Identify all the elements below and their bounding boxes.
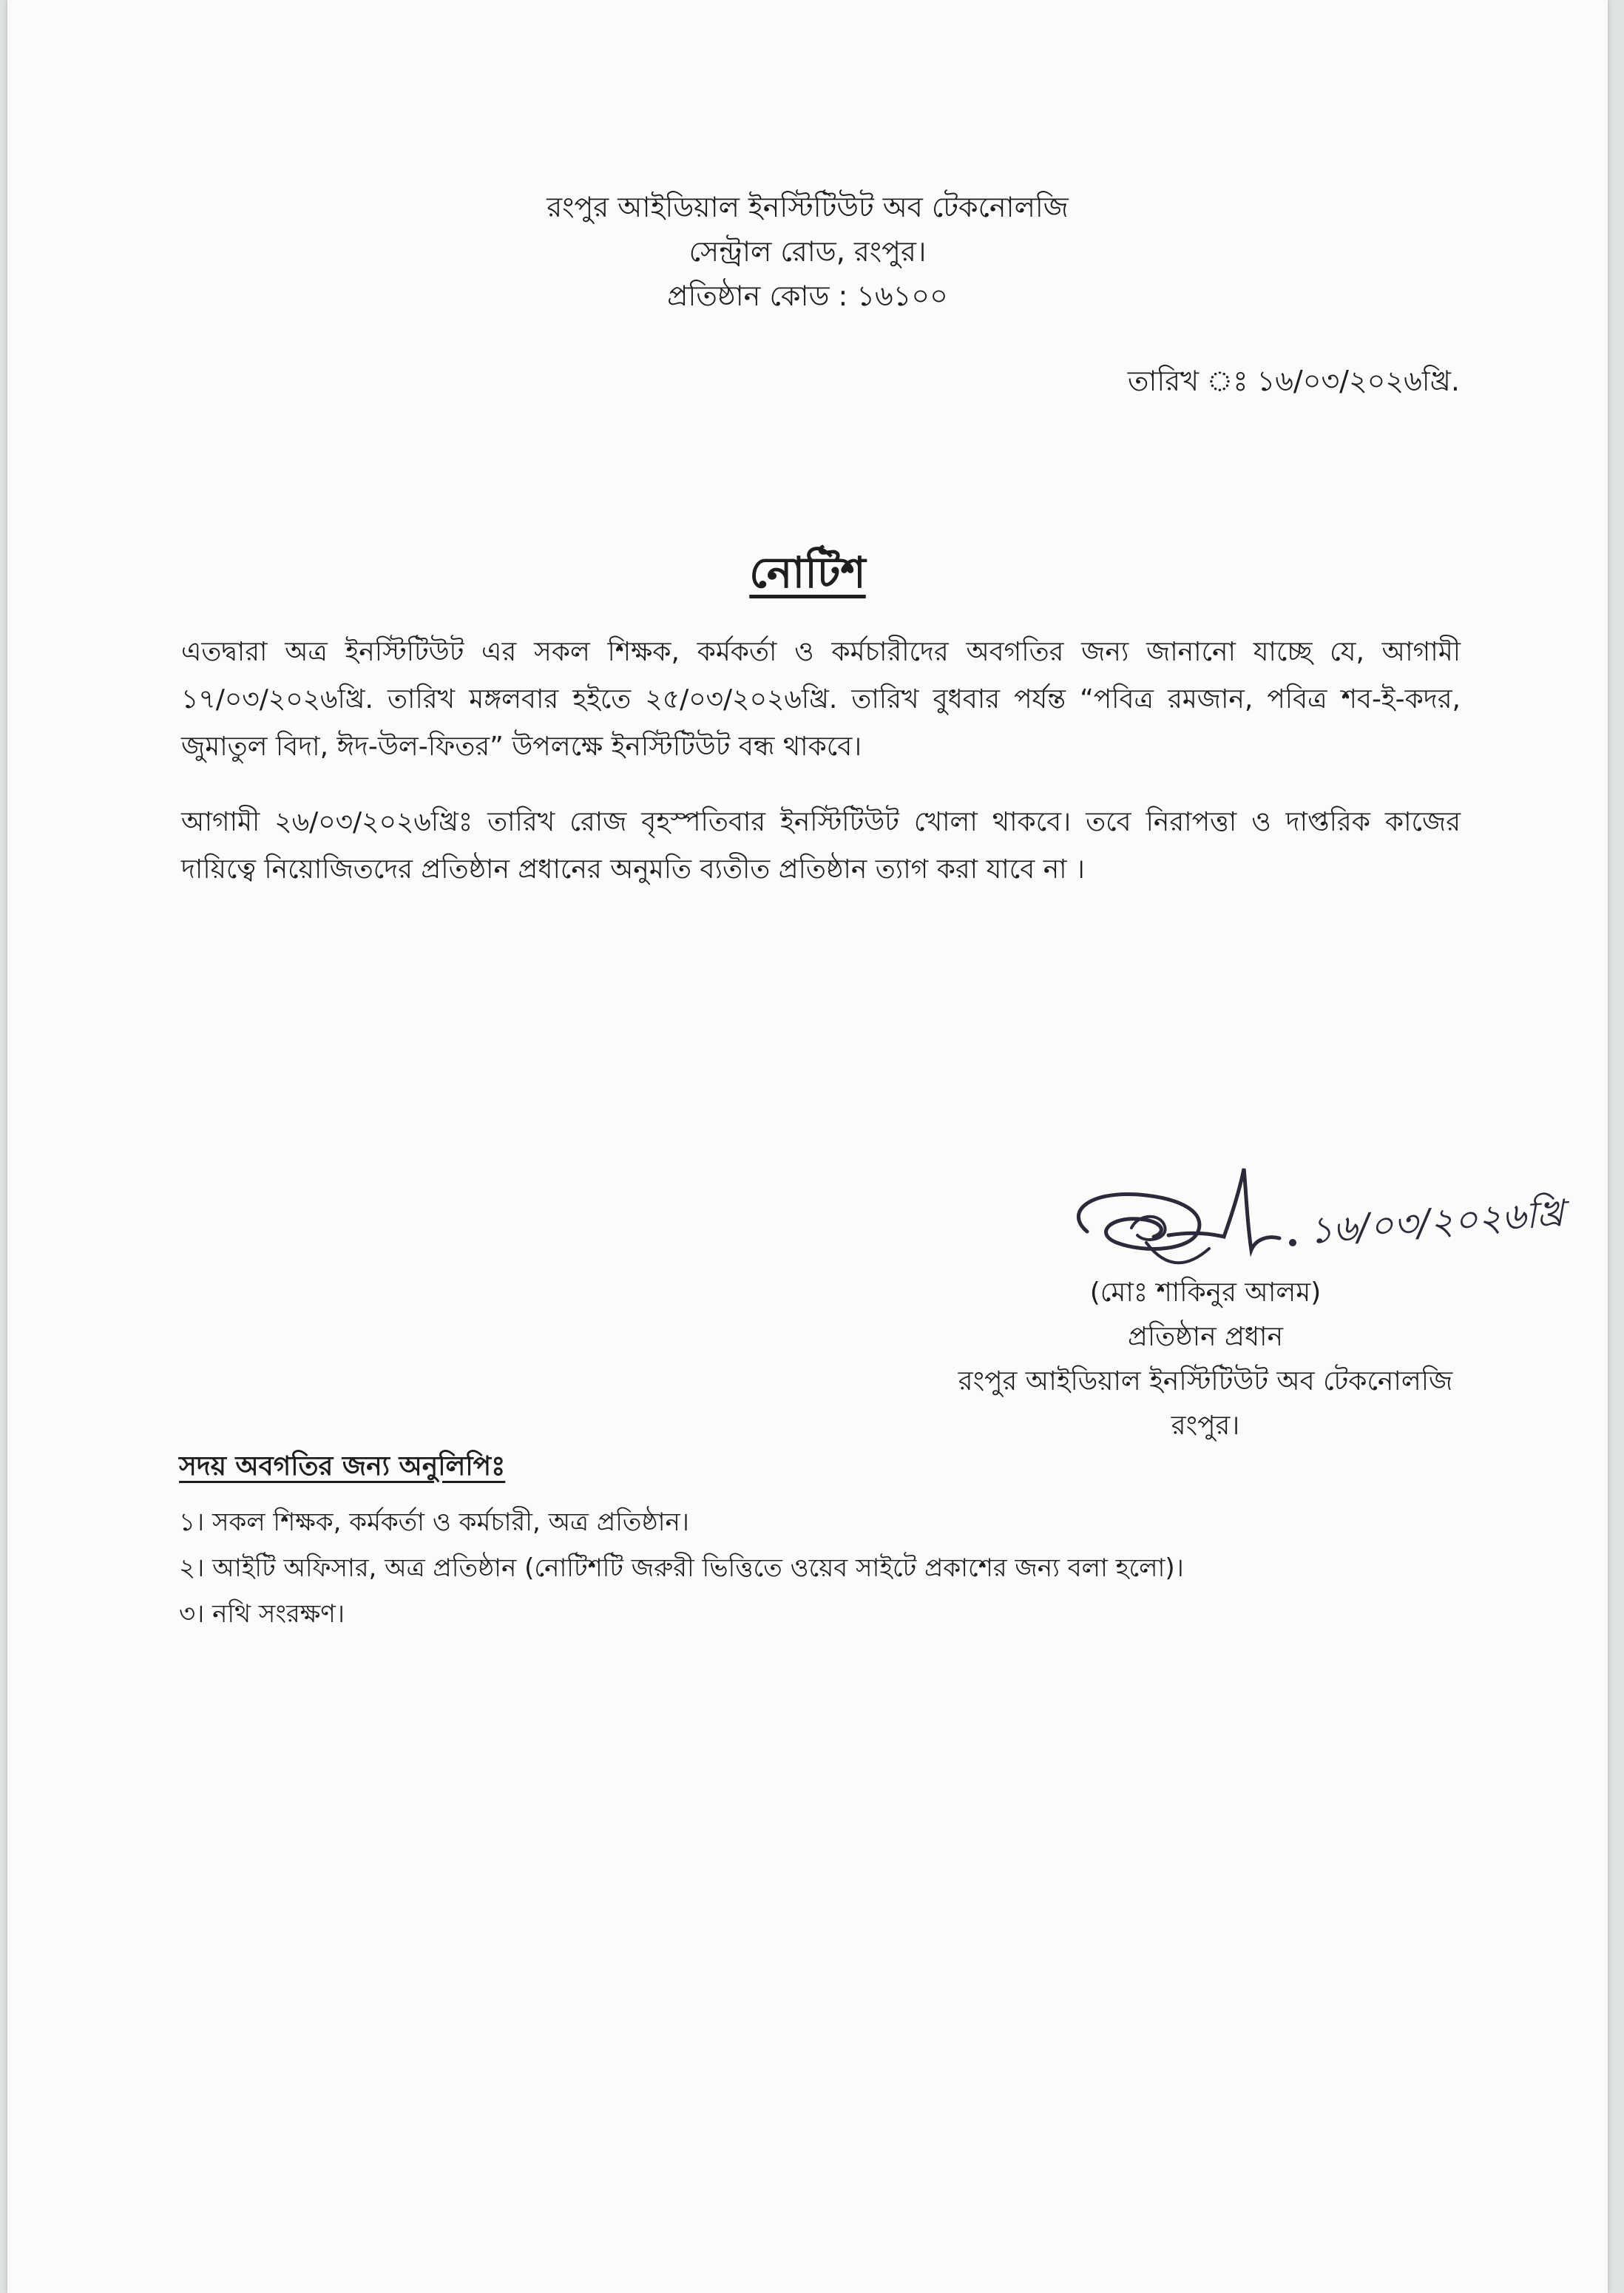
title-wrap [7, 540, 1608, 612]
copy-list-item: ১। সকল শিক্ষক, কর্মকর্তা ও কর্মচারী, অত্র প্রতিষ্ঠান। [179, 1507, 689, 1537]
body-paragraph-2: আগামী ২৬/০৩/২০২৬খ্রিঃ তারিখ রোজ বৃহস্পতিবার ইনস্টিটিউট খোলা থাকবে। তবে নিরাপত্তা ও দাপ্তরিক কাজের দায়িত্বে নিয়োজিতদের প্রতিষ্ঠান প্রধানের অনুমতি ব্যতীত প্রতিষ্ঠান ত্যাগ করা যাবে না । [181, 807, 1461, 885]
copy-list-item: ২। আইটি অফিসার, অত্র প্রতিষ্ঠান (নোটিশটি জরুরী ভিত্তিতে ওয়েব সাইটে প্রকাশের জন্য বলা হলো)। [179, 1553, 1184, 1583]
institute-code: প্রতিষ্ঠান কোড : ১৬১০০ [667, 280, 948, 312]
institute-address: সেন্ট্রাল রোড, রংপুর। [688, 235, 927, 268]
signatory-name: (মোঃ শাকিনুর আলম) [1089, 1277, 1322, 1308]
notice-title: নোটিশ [749, 547, 866, 598]
institute-name: রংপুর আইডিয়াল ইনস্টিটিউট অব টেকনোলজি [547, 191, 1069, 223]
notice-page [7, 0, 1608, 2293]
handwritten-date: ১৬/০৩/২০২৬খ্রি [1307, 1192, 1566, 1252]
body-paragraph-1: এতদ্বারা অত্র ইনস্টিটিউট এর সকল শিক্ষক, কর্মকর্তা ও কর্মচারীদের অবগতির জন্য জানানো যাচ্ছে যে, আগামী ১৭/০৩/২০২৬খ্রি. তারিখ মঙ্গলবার হইতে ২৫/০৩/২০২৬খ্রি. তারিখ বুধবার পর্যন্ত “পবিত্র রমজান, পবিত্র শব-ই-কদর, জুমাতুল বিদা, ঈদ-উল-ফিতর” উপলক্ষে ইনস্টিটিউট বন্ধ থাকবে। [181, 637, 1461, 762]
notice-date: তারিখ ঃ ১৬/০৩/২০২৬খ্রি. [1127, 365, 1460, 397]
signature-block [880, 1271, 1531, 1448]
signatory-institute: রংপুর আইডিয়াল ইনস্টিটিউট অব টেকনোলজি [958, 1366, 1453, 1397]
copy-list [179, 1446, 1184, 1637]
signatory-city: রংপুর। [1171, 1411, 1240, 1441]
copy-list-item: ৩। নথি সংরক্ষণ। [179, 1599, 345, 1629]
signatory-designation: প্রতিষ্ঠান প্রধান [1128, 1322, 1283, 1352]
header-block [7, 185, 1608, 318]
copy-list-heading: সদয় অবগতির জন্য অনুলিপিঃ [179, 1451, 506, 1482]
